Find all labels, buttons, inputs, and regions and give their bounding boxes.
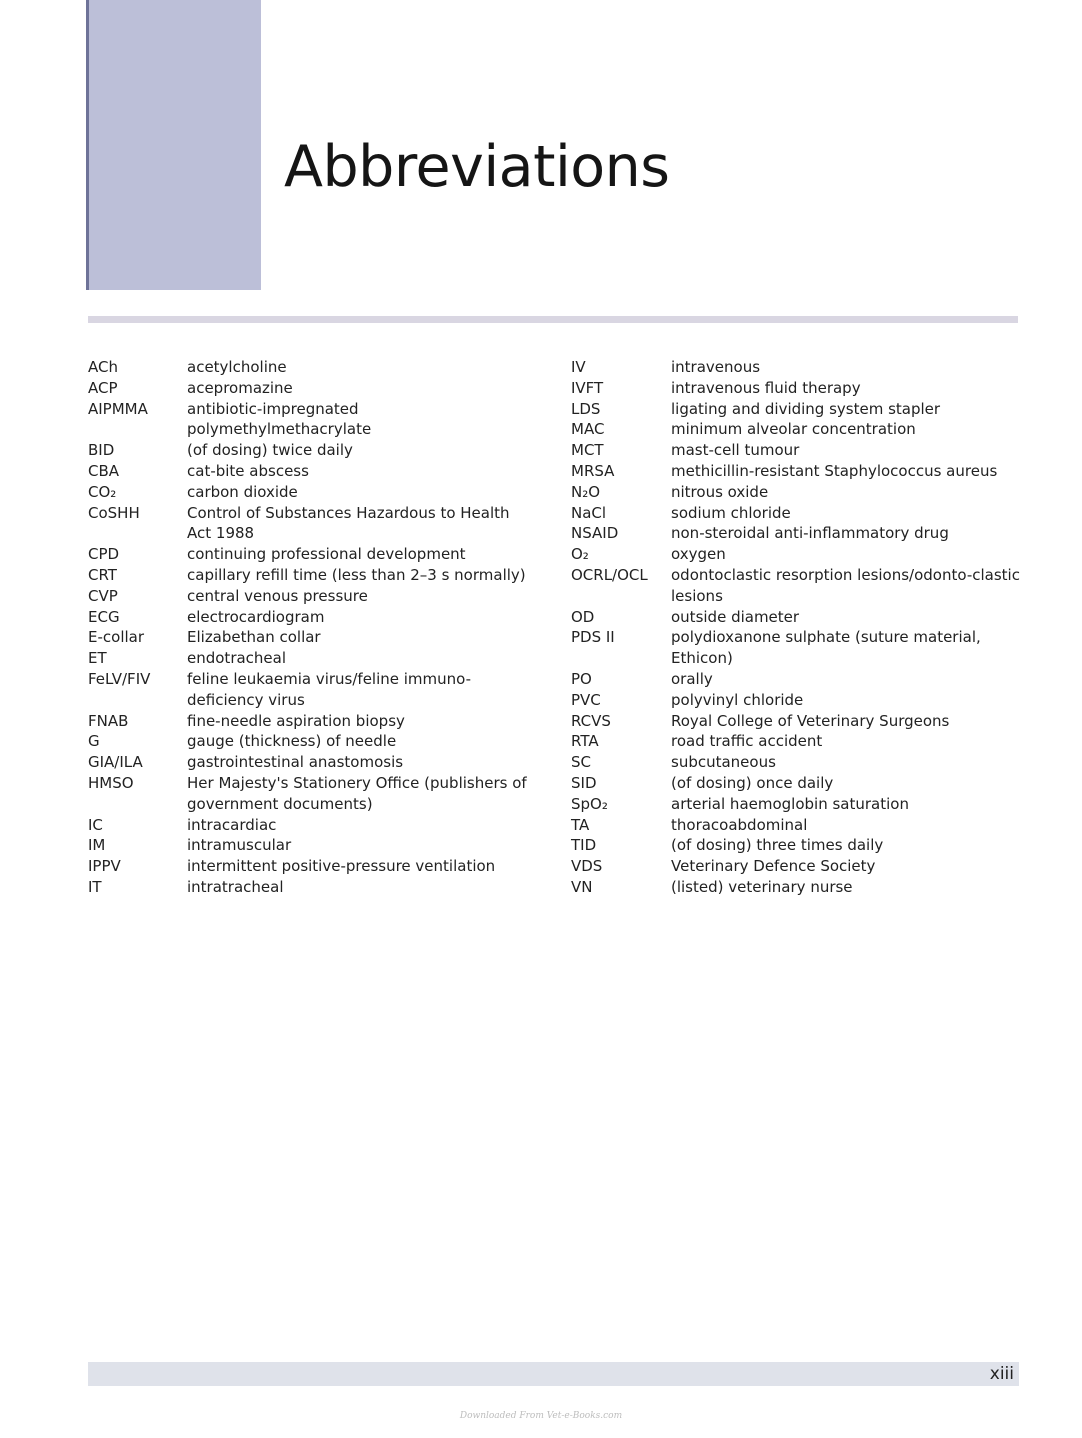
definition: Veterinary Defence Society: [671, 857, 876, 876]
list-item: [571, 523, 1021, 544]
abbreviation: RCVS: [571, 711, 611, 730]
abbreviation: CVP: [88, 586, 118, 605]
definition: carbon dioxide: [187, 482, 298, 501]
abbreviation: BID: [88, 441, 115, 460]
list-item: [571, 752, 1021, 773]
abbreviation: ECG: [88, 607, 120, 626]
definition: acetylcholine: [187, 358, 287, 376]
definition: intramuscular: [187, 836, 292, 855]
definition: subcutaneous: [671, 753, 776, 772]
list-item: [88, 627, 538, 648]
definition: thoracoabdominal: [671, 815, 808, 834]
list-item: [88, 711, 538, 732]
abbreviation-list-left: [88, 357, 538, 898]
definition: nitrous oxide: [671, 482, 769, 501]
list-item: [571, 378, 1021, 399]
definition: (of dosing) three times daily: [671, 836, 884, 855]
definition: intermittent positive-pressure ventilation: [187, 857, 496, 876]
abbreviation-list-right: [571, 357, 1021, 898]
definition: capillary refill time (less than 2–3 s normally): [187, 565, 526, 584]
abbreviation: FeLV/FIV: [88, 669, 151, 688]
abbreviation: SC: [571, 753, 591, 772]
list-item: [88, 482, 538, 503]
abbreviation: CPD: [88, 545, 120, 564]
abbreviation: HMSO: [88, 773, 134, 792]
abbreviation: N₂O: [571, 482, 601, 501]
list-item: [88, 669, 538, 711]
definition: oxygen: [671, 545, 726, 564]
definition: mast-cell tumour: [671, 441, 800, 460]
abbreviation: RTA: [571, 732, 599, 751]
definition: ligating and dividing system stapler: [671, 399, 941, 418]
abbreviation: OCRL/OCL: [571, 565, 648, 584]
abbreviation: IPPV: [88, 857, 121, 876]
definition: intracardiac: [187, 815, 277, 834]
definition: (of dosing) twice daily: [187, 441, 353, 460]
definition: intratracheal: [187, 877, 284, 896]
abbreviation: MAC: [571, 420, 605, 439]
abbreviation: G: [88, 732, 100, 751]
list-item: [571, 419, 1021, 440]
definition: cat-bite abscess: [187, 461, 309, 480]
definition: intravenous: [671, 358, 761, 376]
abbreviation: TA: [571, 815, 590, 834]
definition: polydioxanone sulphate (suture material, Ethicon): [671, 628, 981, 668]
list-item: [88, 503, 538, 545]
abbreviation: O₂: [571, 545, 589, 564]
definition: central venous pressure: [187, 586, 368, 605]
abbreviation: MRSA: [571, 461, 615, 480]
list-item: [88, 648, 538, 669]
list-item: [571, 627, 1021, 669]
abbreviation: OD: [571, 607, 595, 626]
abbreviation: FNAB: [88, 711, 129, 730]
list-item: [88, 856, 538, 877]
abbreviation: VN: [571, 877, 593, 896]
list-item: [88, 399, 538, 441]
definition: Elizabethan collar: [187, 628, 321, 647]
abbreviation: ACh: [88, 358, 118, 376]
definition: polyvinyl chloride: [671, 690, 804, 709]
abbreviation: ACP: [88, 378, 118, 397]
page-number: xiii: [989, 1364, 1014, 1384]
list-item: [571, 357, 1021, 378]
definition: minimum alveolar concentration: [671, 420, 916, 439]
definition: sodium chloride: [671, 503, 791, 522]
abbreviation: AIPMMA: [88, 399, 148, 418]
definition: gastrointestinal anastomosis: [187, 753, 404, 772]
list-item: [571, 440, 1021, 461]
definition: orally: [671, 669, 713, 688]
definition: methicillin-resistant Staphylococcus aureus: [671, 461, 998, 480]
list-item: [571, 856, 1021, 877]
list-item: [88, 877, 538, 898]
list-item: [88, 565, 538, 586]
list-item: [571, 669, 1021, 690]
abbreviation: CoSHH: [88, 503, 140, 522]
abbreviation: E-collar: [88, 628, 145, 647]
list-item: [88, 357, 538, 378]
abbreviation: LDS: [571, 399, 601, 418]
list-item: [571, 690, 1021, 711]
abbreviation: CRT: [88, 565, 117, 584]
definition: electrocardiogram: [187, 607, 325, 626]
definition: arterial haemoglobin saturation: [671, 794, 909, 813]
header-rule: [88, 316, 1018, 323]
list-item: [88, 544, 538, 565]
abbreviation: CO₂: [88, 482, 117, 501]
list-item: [571, 503, 1021, 524]
abbreviation: SpO₂: [571, 794, 608, 813]
definition: odontoclastic resorption lesions/odonto-clastic lesions: [671, 565, 1020, 605]
list-item: [571, 731, 1021, 752]
list-item: [88, 815, 538, 836]
list-item: [88, 378, 538, 399]
abbreviation: PVC: [571, 690, 601, 709]
abbreviation: ET: [88, 649, 107, 668]
abbreviation: MCT: [571, 441, 604, 460]
footer-band: [88, 1362, 1019, 1386]
list-item: [571, 711, 1021, 732]
list-item: [571, 773, 1021, 794]
abbreviation: TID: [571, 836, 597, 855]
list-item: [571, 399, 1021, 420]
abbreviation: IT: [88, 877, 102, 896]
abbreviation: NaCl: [571, 503, 607, 522]
title-block-decoration: [88, 0, 261, 290]
list-item: [571, 482, 1021, 503]
definition: gauge (thickness) of needle: [187, 732, 397, 751]
list-item: [88, 440, 538, 461]
list-item: [571, 607, 1021, 628]
abbreviation: SID: [571, 773, 597, 792]
definition: antibiotic-impregnated polymethylmethacrylate: [187, 399, 372, 439]
list-item: [88, 586, 538, 607]
definition: intravenous fluid therapy: [671, 378, 861, 397]
abbreviation: IM: [88, 836, 106, 855]
abbreviation: IVFT: [571, 378, 604, 397]
abbreviation: VDS: [571, 857, 603, 876]
list-item: [88, 835, 538, 856]
list-item: [571, 877, 1021, 898]
definition: non-steroidal anti-inflammatory drug: [671, 524, 949, 543]
page-title: Abbreviations: [284, 134, 670, 200]
definition: feline leukaemia virus/feline immuno-deficiency virus: [187, 669, 472, 709]
list-item: [571, 461, 1021, 482]
definition: acepromazine: [187, 378, 293, 397]
definition: continuing professional development: [187, 545, 466, 564]
list-item: [571, 565, 1021, 607]
abbreviation: GIA/ILA: [88, 753, 143, 772]
definition: (listed) veterinary nurse: [671, 877, 853, 896]
abbreviation: IC: [88, 815, 103, 834]
definition: Control of Substances Hazardous to Health Act 1988: [187, 503, 510, 543]
list-item: [88, 773, 538, 815]
list-item: [88, 731, 538, 752]
abbreviation: PDS II: [571, 628, 615, 647]
list-item: [571, 544, 1021, 565]
abbreviation: PO: [571, 669, 592, 688]
definition: outside diameter: [671, 607, 800, 626]
list-item: [88, 752, 538, 773]
list-item: [571, 794, 1021, 815]
abbreviation: NSAID: [571, 524, 619, 543]
download-watermark: Downloaded From Vet-e-Books.com: [459, 1411, 623, 1421]
definition: endotracheal: [187, 649, 287, 668]
list-item: [571, 835, 1021, 856]
list-item: [571, 815, 1021, 836]
title-block-edge: [86, 0, 89, 290]
definition: (of dosing) once daily: [671, 773, 834, 792]
definition: road traffic accident: [671, 732, 823, 751]
abbreviation: CBA: [88, 461, 120, 480]
abbreviation: IV: [571, 358, 586, 376]
list-item: [88, 607, 538, 628]
definition: Royal College of Veterinary Surgeons: [671, 711, 950, 730]
list-item: [88, 461, 538, 482]
definition: fine-needle aspiration biopsy: [187, 711, 405, 730]
definition: Her Majesty's Stationery Office (publishers of government documents): [187, 773, 527, 813]
